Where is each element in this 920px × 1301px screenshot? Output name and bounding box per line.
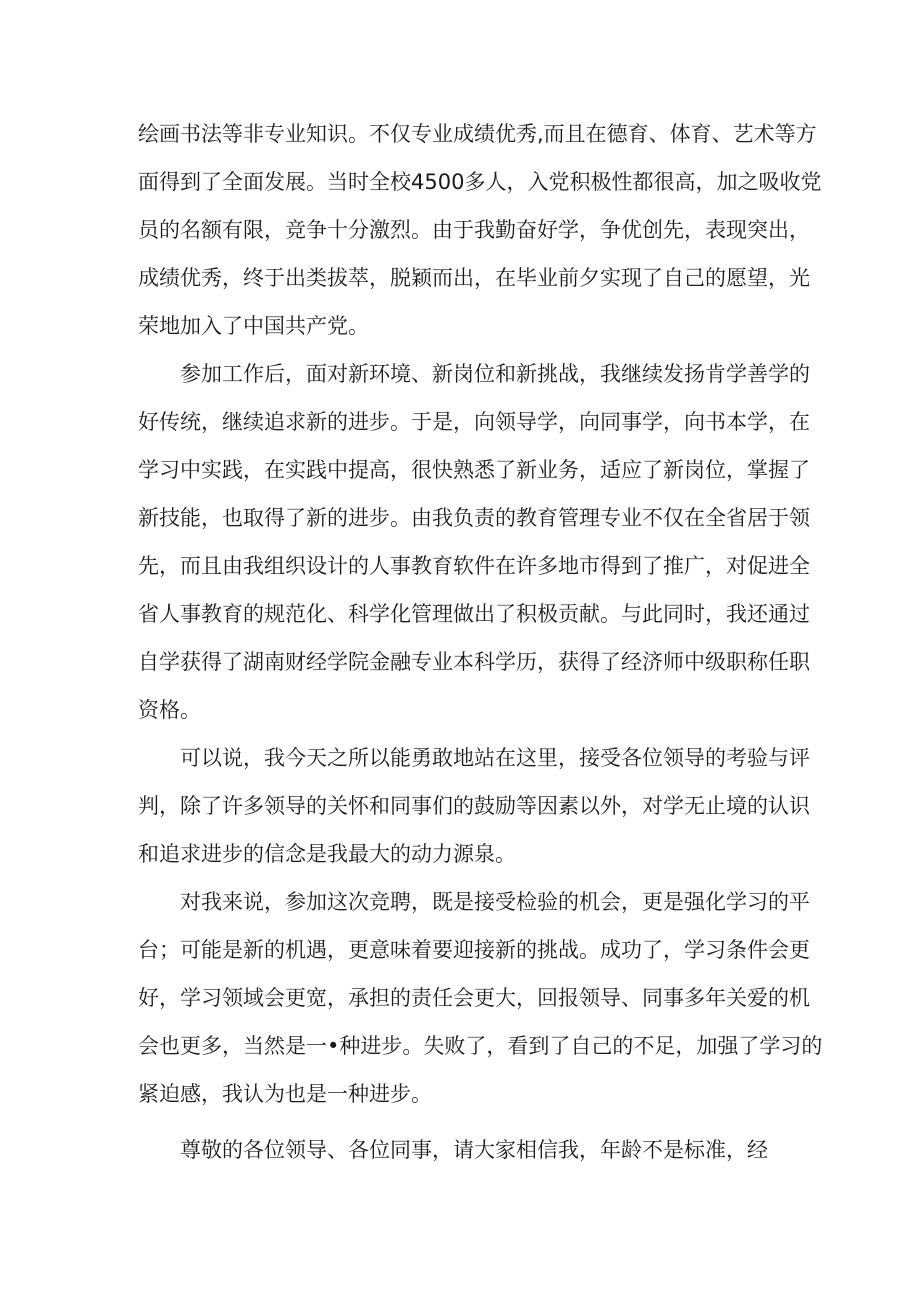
paragraph-first-line <box>0 738 920 778</box>
text-line-content: 荣地加入了中国共产党。 <box>138 314 369 338</box>
text-line <box>0 690 920 730</box>
text-line <box>0 786 920 826</box>
text-line <box>0 258 920 298</box>
text-line <box>0 642 920 682</box>
text-line <box>0 210 920 250</box>
paragraph-first-line <box>0 354 920 394</box>
text-line-content: 参加工作后，面对新环境、新岗位和新挑战，我继续发扬肯学善学的 <box>180 362 810 386</box>
text-line <box>0 834 920 874</box>
text-line-content: 面得到了全面发展。当时全校4500多人，入党积极性都很高，加之吸收党 <box>138 170 822 194</box>
text-line-content: 会也更多，当然是一•种进步。失败了，看到了自己的不足，加强了学习的 <box>138 1034 823 1058</box>
text-line-content: 自学获得了湖南财经学院金融专业本科学历，获得了经济师中级职称任职 <box>138 650 810 674</box>
text-line-content: 学习中实践，在实践中提高，很快熟悉了新业务，适应了新岗位，掌握了 <box>138 458 810 482</box>
text-line-content: 紧迫感，我认为也是一种进步。 <box>138 1082 432 1106</box>
text-line-content: 判，除了许多领导的关怀和同事们的鼓励等因素以外，对学无止境的认识 <box>138 794 810 818</box>
text-line <box>0 402 920 442</box>
text-line-content: 和追求进步的信念是我最大的动力源泉。 <box>138 842 516 866</box>
text-line-content: 绘画书法等非专业知识。不仅专业成绩优秀,而且在德育、体育、艺术等方 <box>138 122 817 146</box>
text-line-content: 省人事教育的规范化、科学化管理做出了积极贡献。与此同时，我还通过 <box>138 602 810 626</box>
text-line <box>0 450 920 490</box>
text-line-content: 可以说，我今天之所以能勇敢地站在这里，接受各位领导的考验与评 <box>180 746 810 770</box>
text-line-content: 对我来说，参加这次竞聘，既是接受检验的机会，更是强化学习的平 <box>180 890 810 914</box>
text-line <box>0 306 920 346</box>
text-line-content: 好传统，继续追求新的进步。于是，向领导学，向同事学，向书本学，在 <box>138 410 810 434</box>
text-line <box>0 498 920 538</box>
text-line-content: 先，而且由我组织设计的人事教育软件在许多地市得到了推广，对促进全 <box>138 554 810 578</box>
text-line-content: 台；可能是新的机遇，更意味着要迎接新的挑战。成功了，学习条件会更 <box>138 938 810 962</box>
text-line <box>0 1074 920 1114</box>
text-line <box>0 1026 920 1066</box>
text-line-content: 成绩优秀，终于出类拔萃，脱颖而出，在毕业前夕实现了自己的愿望，光 <box>138 266 810 290</box>
text-line <box>0 546 920 586</box>
text-line <box>0 162 920 202</box>
paragraph-first-line <box>0 882 920 922</box>
text-line <box>0 930 920 970</box>
text-line <box>0 978 920 1018</box>
text-line <box>0 114 920 154</box>
text-line-content: 资格。 <box>138 698 201 722</box>
text-line-content: 好，学习领域会更宽，承担的责任会更大，回报领导、同事多年关爱的机 <box>138 986 810 1010</box>
text-line-content: 新技能，也取得了新的进步。由我负责的教育管理专业不仅在全省居于领 <box>138 506 810 530</box>
paragraph-first-line <box>0 1130 920 1170</box>
text-line <box>0 594 920 634</box>
text-line-content: 员的名额有限，竞争十分激烈。由于我勤奋好学，争优创先，表现突出， <box>138 218 810 242</box>
text-line-content: 尊敬的各位领导、各位同事，请大家相信我，年龄不是标准，经 <box>180 1138 768 1162</box>
